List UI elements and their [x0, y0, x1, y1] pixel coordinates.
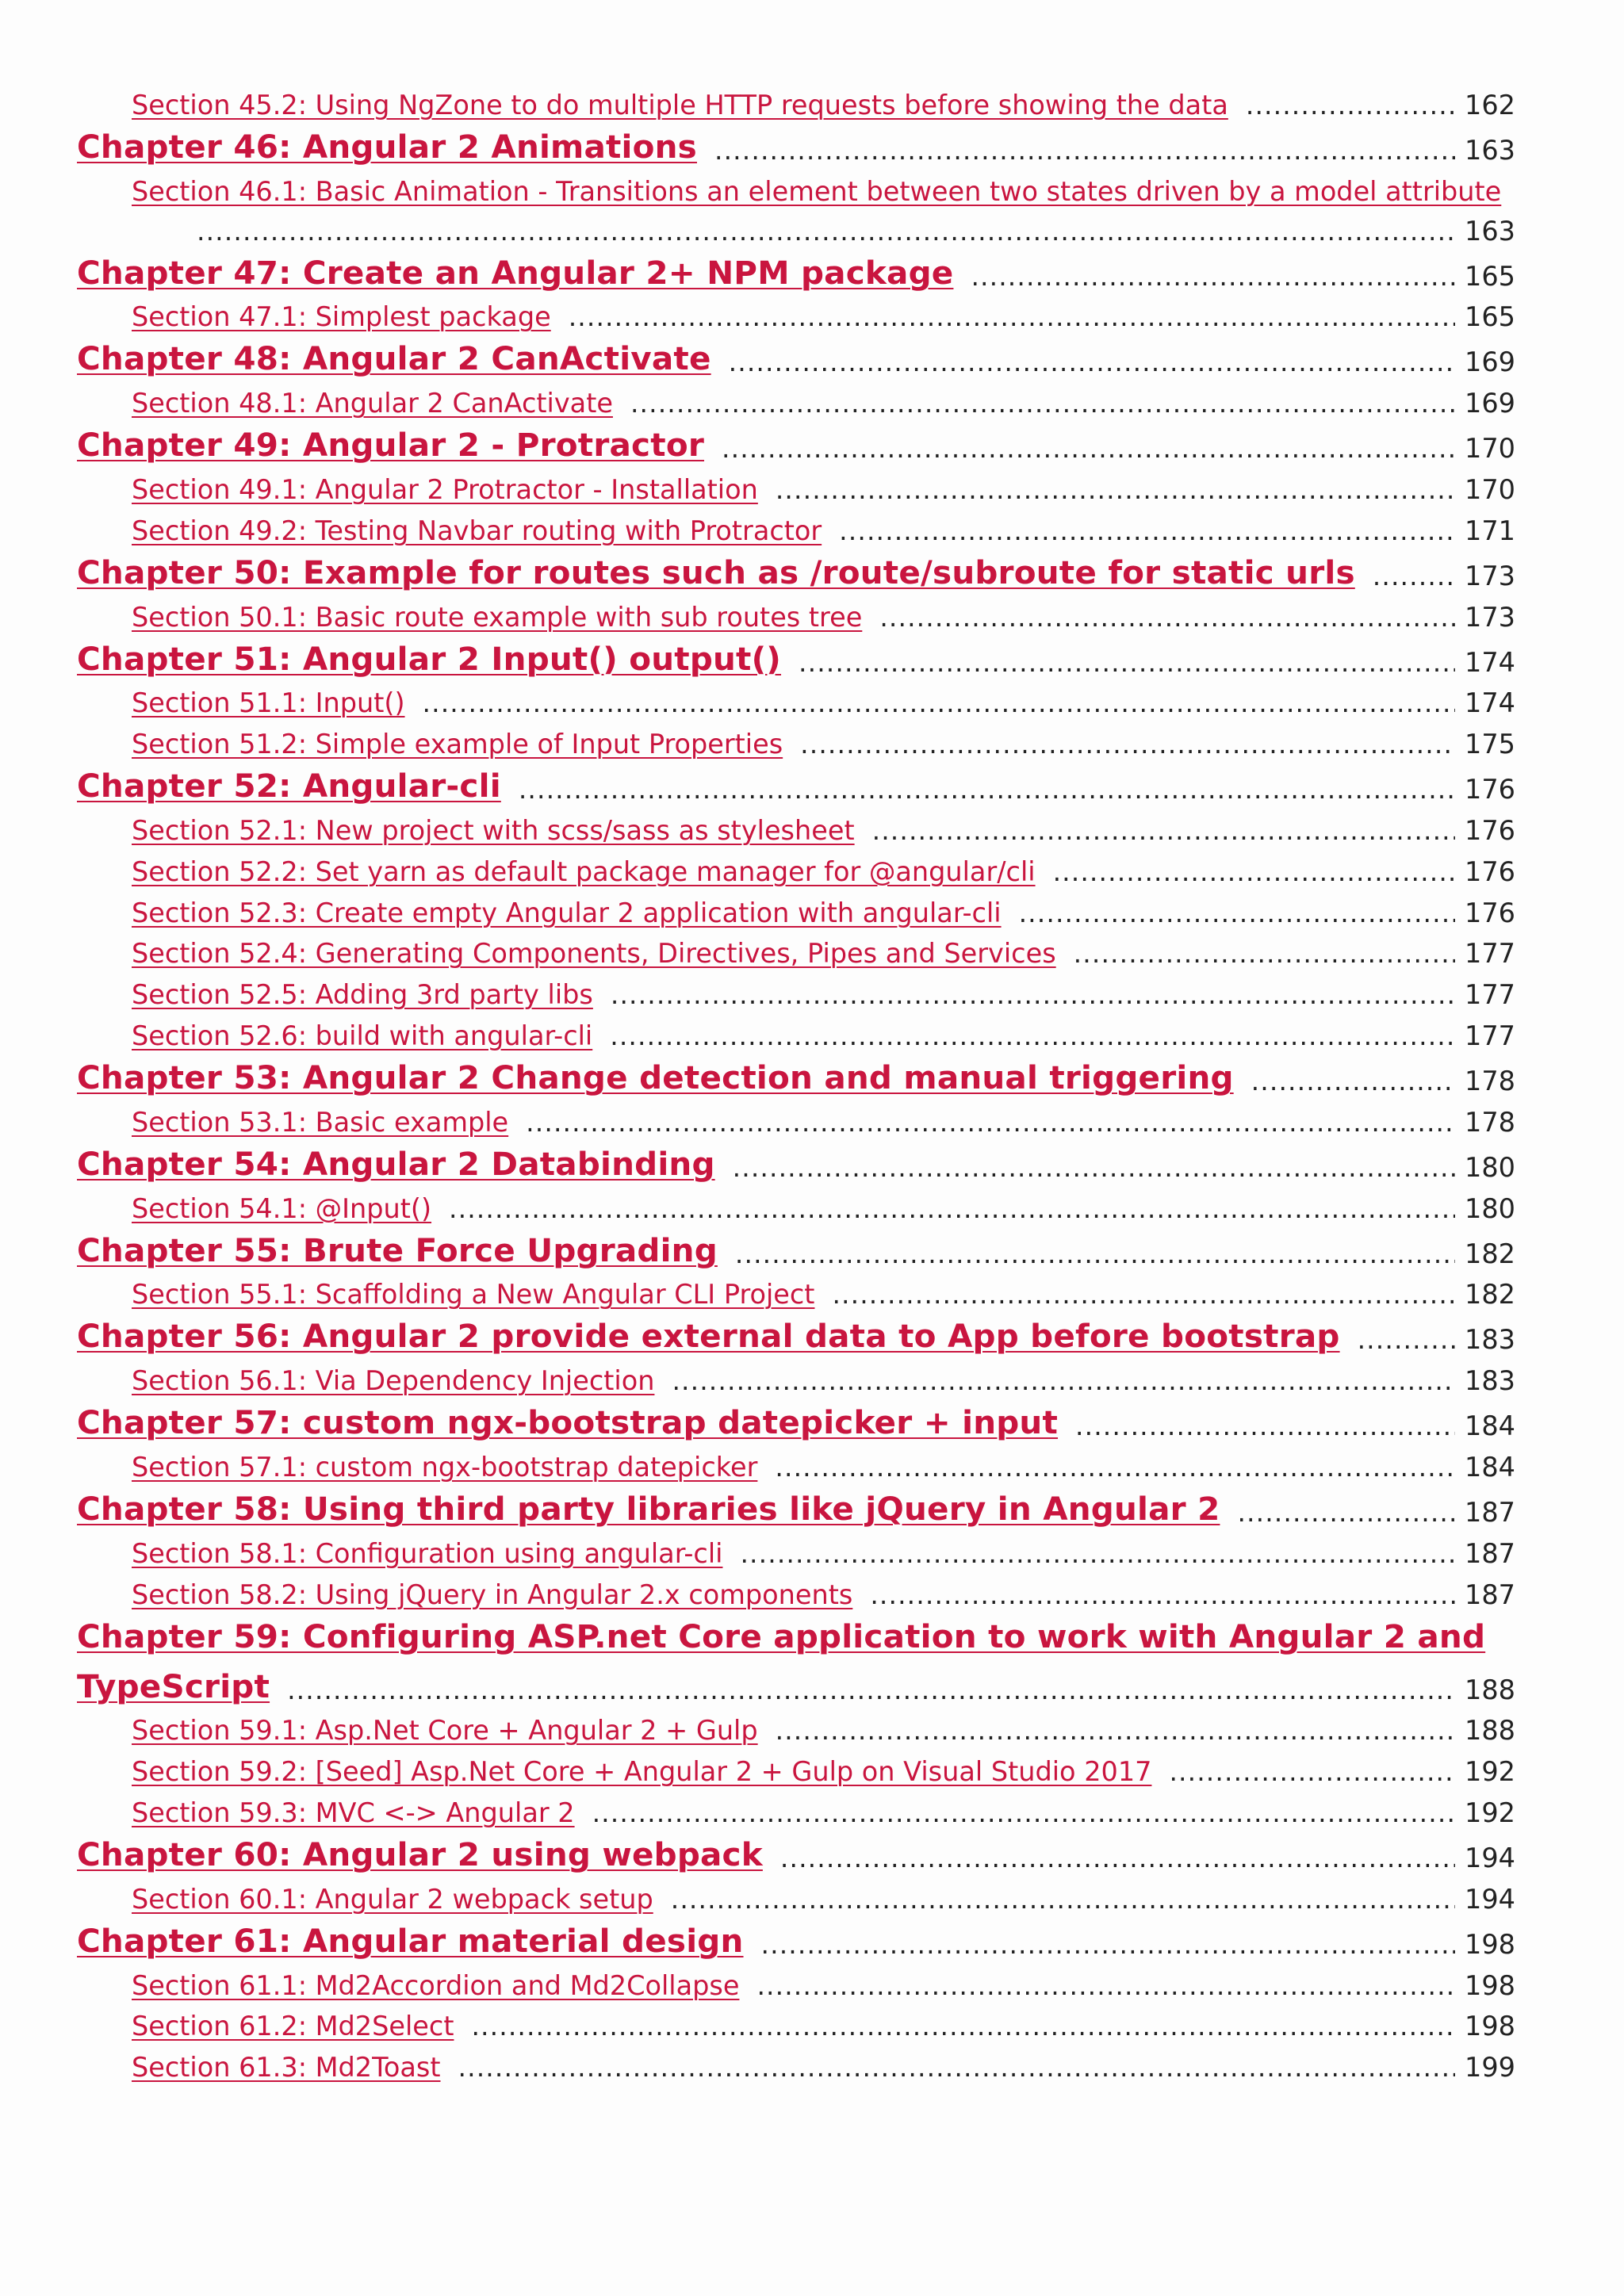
section-link[interactable]: Section 51.1: Input() [132, 687, 405, 719]
section-link[interactable]: Section 49.2: Testing Navbar routing with Protractor [132, 515, 822, 546]
dot-leader [776, 474, 1455, 505]
chapter-link[interactable]: Chapter 57: custom ngx-bootstrap datepicker + input [77, 1403, 1059, 1442]
chapter-link[interactable]: Chapter 60: Angular 2 using webpack [77, 1835, 763, 1873]
page-number: 175 [1465, 729, 1515, 760]
page-number: 170 [1465, 433, 1515, 465]
section-link[interactable]: Section 48.1: Angular 2 CanActivate [132, 388, 613, 419]
section-link[interactable]: Section 58.2: Using jQuery in Angular 2.x components [132, 1578, 853, 1610]
dot-leader [1251, 1066, 1455, 1096]
page-number: 165 [1465, 301, 1515, 333]
chapter-link[interactable]: Chapter 46: Angular 2 Animations [77, 127, 697, 166]
page-number: 198 [1465, 2011, 1515, 2042]
toc-section-48-1[interactable] [77, 377, 1515, 419]
chapter-link[interactable]: Chapter 53: Angular 2 Change detection and manual triggering [77, 1058, 1234, 1096]
page-number: 171 [1465, 515, 1515, 546]
toc-chapter-61[interactable] [77, 1915, 1515, 1960]
toc-section-52-3[interactable] [77, 887, 1515, 928]
dot-leader [761, 1929, 1455, 1960]
section-link[interactable]: Section 52.2: Set yarn as default package manager for @angular/cli [132, 855, 1036, 887]
page-number: 198 [1465, 1969, 1515, 2001]
dot-leader [671, 1884, 1455, 1915]
section-link[interactable]: Section 58.1: Configuration using angular-cli [132, 1537, 723, 1569]
dot-leader [872, 815, 1455, 846]
toc-chapter-51[interactable] [77, 633, 1515, 678]
toc-section-53-1[interactable] [77, 1096, 1515, 1138]
section-link[interactable]: Section 59.2: [Seed] Asp.Net Core + Angular 2 + Gulp on Visual Studio 2017 [132, 1756, 1152, 1788]
dot-leader [611, 979, 1455, 1010]
page-number: 183 [1465, 1324, 1515, 1356]
toc-section-47-1[interactable] [77, 292, 1515, 333]
dot-leader [800, 729, 1455, 760]
dot-leader [733, 1152, 1455, 1183]
dot-leader [775, 1452, 1455, 1483]
dot-leader [740, 1538, 1455, 1569]
dot-leader [735, 1238, 1455, 1269]
dot-leader [672, 1365, 1455, 1396]
toc-section-61-3[interactable] [77, 2042, 1515, 2084]
page-number: 176 [1465, 897, 1515, 928]
section-link[interactable]: Section 52.4: Generating Components, Directives, Pipes and Services [132, 938, 1056, 970]
dot-leader [1246, 90, 1455, 121]
page-number: 188 [1465, 1715, 1515, 1747]
page-number: 192 [1465, 1797, 1515, 1828]
toc-section-56-1[interactable] [77, 1355, 1515, 1397]
section-link[interactable]: Section 47.1: Simplest package [132, 301, 551, 333]
chapter-link[interactable]: Chapter 59: Configuring ASP.net Core application to work with Angular 2 and [77, 1617, 1486, 1655]
toc-chapter-54[interactable] [77, 1138, 1515, 1183]
page-number: 187 [1465, 1537, 1515, 1569]
toc-section-61-2[interactable] [77, 2001, 1515, 2042]
toc-chapter-46[interactable] [77, 121, 1515, 166]
toc-section-52-2[interactable] [77, 846, 1515, 887]
toc-section-58-2[interactable] [77, 1569, 1515, 1610]
dot-leader [799, 647, 1455, 678]
dot-leader [592, 1797, 1455, 1828]
page-number: 184 [1465, 1451, 1515, 1483]
dot-leader [519, 774, 1455, 805]
page-number: 176 [1465, 814, 1515, 846]
toc-section-51-1[interactable] [77, 678, 1515, 719]
section-link[interactable]: Section 54.1: @Input() [132, 1192, 432, 1224]
page-number: 180 [1465, 1192, 1515, 1224]
page-number: 188 [1465, 1674, 1515, 1705]
dot-leader [610, 1020, 1455, 1051]
page-number: 182 [1465, 1238, 1515, 1269]
toc-chapter-60[interactable] [77, 1828, 1515, 1873]
section-link[interactable]: Section 51.2: Simple example of Input Properties [132, 729, 783, 760]
chapter-link[interactable]: Chapter 61: Angular material design [77, 1921, 744, 1960]
toc-section-57-1[interactable] [77, 1441, 1515, 1483]
page-number: 182 [1465, 1279, 1515, 1311]
chapter-link[interactable]: Chapter 51: Angular 2 Input() output() [77, 639, 782, 678]
toc-chapter-48[interactable] [77, 332, 1515, 378]
toc-chapter-50[interactable] [77, 546, 1515, 591]
section-link[interactable]: Section 46.1: Basic Animation - Transitions an element between two states driven by a model attribute [132, 175, 1502, 207]
dot-leader [971, 261, 1455, 292]
toc-section-49-2[interactable] [77, 505, 1515, 546]
dot-leader [423, 687, 1455, 718]
toc-section-52-4[interactable] [77, 928, 1515, 970]
page-number: 192 [1465, 1756, 1515, 1788]
chapter-link[interactable]: Chapter 54: Angular 2 Databinding [77, 1144, 715, 1183]
chapter-link[interactable]: Chapter 50: Example for routes such as /route/subroute for static urls [77, 553, 1355, 591]
dot-leader [714, 135, 1455, 166]
section-link[interactable]: Section 56.1: Via Dependency Injection [132, 1365, 655, 1397]
toc-chapter-56[interactable] [77, 1310, 1515, 1356]
dot-leader [729, 346, 1455, 377]
section-link[interactable]: Section 53.1: Basic example [132, 1106, 509, 1138]
page-number: 173 [1465, 601, 1515, 633]
section-link[interactable]: Section 59.1: Asp.Net Core + Angular 2 + Gulp [132, 1715, 758, 1747]
dot-leader [569, 301, 1455, 332]
dot-leader [1053, 856, 1455, 887]
dot-leader [1019, 897, 1455, 928]
section-link[interactable]: Section 52.3: Create empty Angular 2 application with angular-cli [132, 897, 1002, 928]
section-link[interactable]: Section 61.2: Md2Select [132, 2011, 454, 2042]
chapter-link[interactable]: Chapter 52: Angular-cli [77, 767, 501, 806]
dot-leader [879, 602, 1455, 633]
dot-leader [722, 433, 1455, 464]
page-number: 177 [1465, 979, 1515, 1011]
page-number: 199 [1465, 2052, 1515, 2084]
toc-chapter-53[interactable] [77, 1051, 1515, 1096]
chapter-link[interactable]: Chapter 47: Create an Angular 2+ NPM package [77, 253, 954, 292]
page-number: 176 [1465, 774, 1515, 806]
page-number: 187 [1465, 1578, 1515, 1610]
page-number: 177 [1465, 1020, 1515, 1051]
toc-section-52-5[interactable] [77, 969, 1515, 1011]
dot-leader [458, 2052, 1455, 2083]
page-number: 178 [1465, 1065, 1515, 1096]
toc-section-50-1[interactable] [77, 591, 1515, 633]
page-number: 173 [1465, 560, 1515, 591]
dot-leader [1373, 561, 1455, 591]
chapter-link-continued[interactable]: TypeScript [77, 1667, 270, 1705]
page-number: 184 [1465, 1410, 1515, 1442]
chapter-link[interactable]: Chapter 56: Angular 2 provide external data to App before bootstrap [77, 1317, 1340, 1356]
chapter-link[interactable]: Chapter 49: Angular 2 - Protractor [77, 426, 705, 465]
dot-leader [471, 2011, 1455, 2042]
dot-leader [832, 1279, 1455, 1310]
section-link[interactable]: Section 52.5: Adding 3rd party libs [132, 979, 593, 1011]
dot-leader [1169, 1756, 1455, 1787]
page-number: 180 [1465, 1151, 1515, 1183]
page-number: 176 [1465, 855, 1515, 887]
dot-leader [756, 1970, 1455, 2001]
toc-section-49-1[interactable] [77, 464, 1515, 505]
page-number: 194 [1465, 1883, 1515, 1915]
toc-chapter-55[interactable] [77, 1224, 1515, 1269]
toc-chapter-59[interactable] [77, 1610, 1515, 1705]
dot-leader [780, 1843, 1455, 1873]
page-number: 162 [1465, 89, 1515, 121]
section-link[interactable]: Section 61.3: Md2Toast [132, 2052, 441, 2084]
dot-leader [630, 388, 1455, 419]
section-link[interactable]: Section 55.1: Scaffolding a New Angular CLI Project [132, 1279, 815, 1311]
toc-section-54-1[interactable] [77, 1183, 1515, 1224]
page-number: 177 [1465, 938, 1515, 970]
page-number: 198 [1465, 1928, 1515, 1960]
page-number: 194 [1465, 1842, 1515, 1873]
page-number: 165 [1465, 260, 1515, 292]
page-number: 178 [1465, 1106, 1515, 1138]
toc-chapter-49[interactable] [77, 419, 1515, 465]
toc-section-52-1[interactable] [77, 805, 1515, 846]
page-number: 163 [1465, 215, 1515, 247]
chapter-link[interactable]: Chapter 55: Brute Force Upgrading [77, 1230, 718, 1269]
page-number: 174 [1465, 687, 1515, 719]
dot-leader [1237, 1497, 1455, 1528]
toc-section-59-1[interactable] [77, 1705, 1515, 1747]
toc-chapter-58[interactable] [77, 1483, 1515, 1528]
page-number: 174 [1465, 646, 1515, 678]
toc-section-45-2[interactable] [77, 79, 1515, 121]
section-link[interactable]: Section 49.1: Angular 2 Protractor - Installation [132, 473, 758, 505]
dot-leader [526, 1107, 1455, 1138]
dot-leader [449, 1193, 1455, 1224]
page-number: 163 [1465, 134, 1515, 166]
section-link[interactable]: Section 45.2: Using NgZone to do multiple HTTP requests before showing the data [132, 89, 1228, 121]
section-link[interactable]: Section 50.1: Basic route example with sub routes tree [132, 601, 863, 633]
toc-section-58-1[interactable] [77, 1528, 1515, 1569]
toc-section-59-3[interactable] [77, 1787, 1515, 1828]
section-link[interactable]: Section 57.1: custom ngx-bootstrap datepicker [132, 1451, 758, 1483]
toc-chapter-57[interactable] [77, 1396, 1515, 1442]
dot-leader [197, 216, 1455, 247]
page-number: 170 [1465, 473, 1515, 505]
toc-chapter-52[interactable] [77, 760, 1515, 806]
dot-leader [1075, 1410, 1455, 1441]
section-link[interactable]: Section 52.1: New project with scss/sass as stylesheet [132, 814, 855, 846]
section-link[interactable]: Section 52.6: build with angular-cli [132, 1020, 593, 1051]
dot-leader [870, 1579, 1455, 1610]
toc-section-52-6[interactable] [77, 1010, 1515, 1051]
page-number: 187 [1465, 1496, 1515, 1528]
dot-leader [776, 1715, 1455, 1746]
chapter-link[interactable]: Chapter 58: Using third party libraries like jQuery in Angular 2 [77, 1489, 1220, 1528]
toc-section-61-1[interactable] [77, 1960, 1515, 2001]
section-link[interactable]: Section 61.1: Md2Accordion and Md2Collapse [132, 1969, 740, 2001]
toc-section-59-2[interactable] [77, 1746, 1515, 1788]
toc-section-55-1[interactable] [77, 1269, 1515, 1311]
page-number: 183 [1465, 1365, 1515, 1397]
toc-section-46-1[interactable] [77, 166, 1515, 247]
toc-section-60-1[interactable] [77, 1873, 1515, 1915]
dot-leader [839, 515, 1455, 546]
section-link[interactable]: Section 59.3: MVC <-> Angular 2 [132, 1797, 575, 1828]
section-link[interactable]: Section 60.1: Angular 2 webpack setup [132, 1883, 653, 1915]
page-number: 169 [1465, 346, 1515, 378]
table-of-contents [77, 79, 1515, 2084]
toc-section-51-2[interactable] [77, 718, 1515, 760]
toc-chapter-47[interactable] [77, 247, 1515, 292]
dot-leader [287, 1674, 1455, 1705]
dot-leader [1358, 1324, 1455, 1355]
page-number: 169 [1465, 388, 1515, 419]
dot-leader [1074, 938, 1455, 969]
chapter-link[interactable]: Chapter 48: Angular 2 CanActivate [77, 339, 711, 378]
